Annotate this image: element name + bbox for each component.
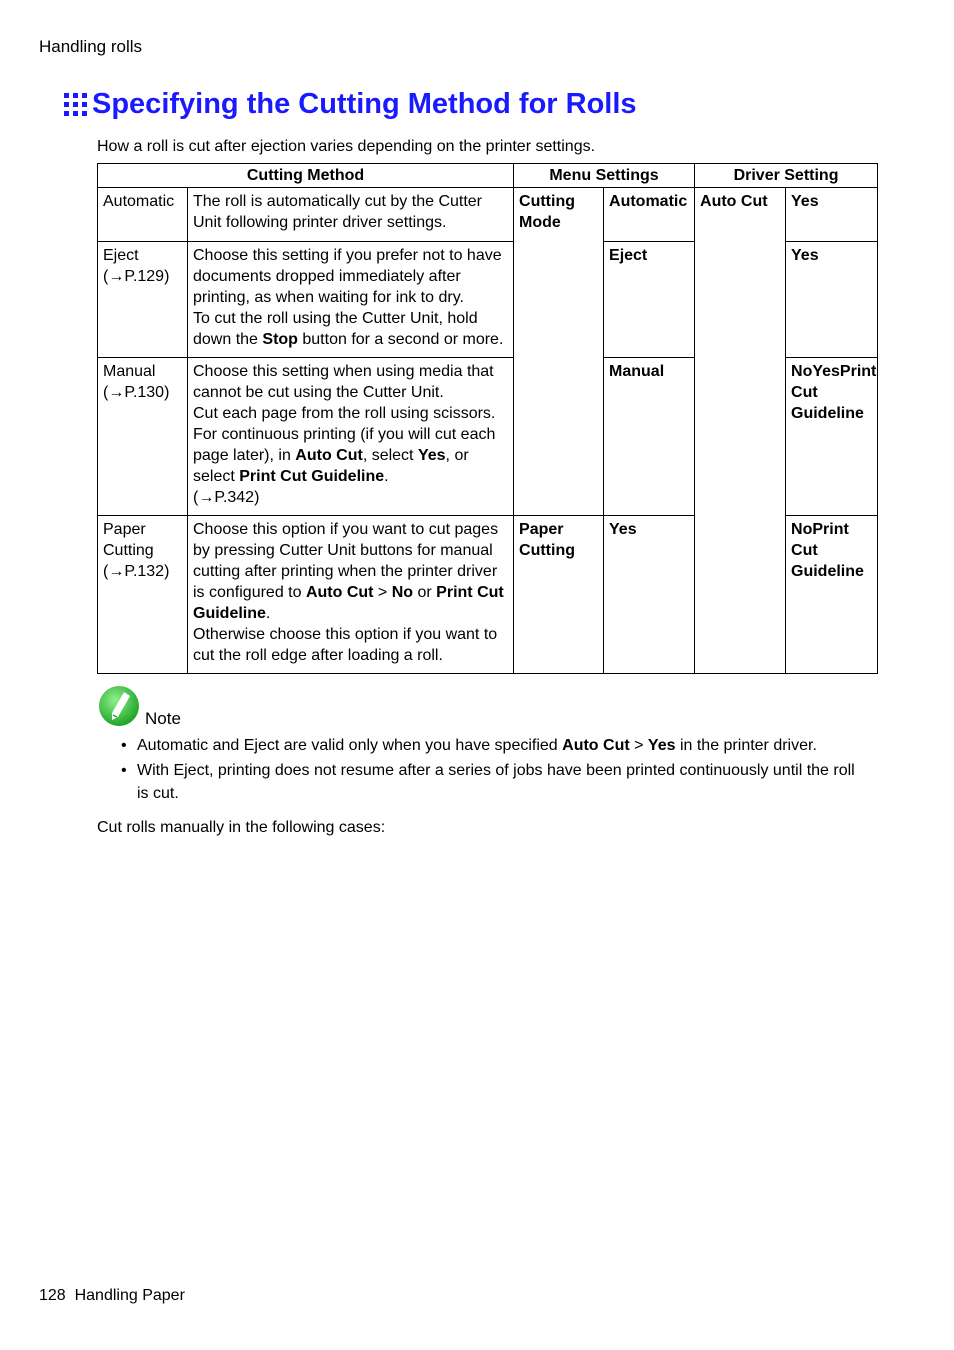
description-text: Otherwise choose this option if you want to cut the roll edge after loading a roll.	[193, 626, 498, 664]
description-text: Choose this setting when using media that cannot be cut using the Cutter Unit.	[193, 363, 494, 401]
description-cell	[188, 242, 514, 358]
description-cell	[188, 358, 514, 516]
driver-value-text: NoYesPrint	[791, 363, 877, 380]
print-cut-guideline-label: Print Cut Guideline	[193, 584, 504, 622]
auto-cut-label: Auto Cut	[305, 584, 374, 601]
method-cell	[98, 516, 188, 674]
method-label: Eject	[103, 247, 139, 264]
description-text: To cut the roll using the Cutter Unit, hold down the	[193, 310, 478, 348]
driver-value-cell: Yes	[786, 242, 878, 358]
header-driver-setting: Driver Setting	[695, 164, 878, 188]
method-cell	[98, 242, 188, 358]
page-reference-link[interactable]: (→P.342)	[193, 489, 260, 506]
list-item	[97, 734, 857, 757]
page-number: 128	[39, 1287, 66, 1304]
yes-label: Yes	[647, 737, 676, 754]
print-cut-guideline-label: Print Cut Guideline	[239, 468, 385, 485]
no-label: No	[391, 584, 414, 601]
bullet: •	[121, 762, 127, 779]
driver-value-text: Cut	[791, 542, 818, 559]
method-label: Cutting	[103, 542, 154, 559]
description-text: .	[265, 605, 271, 622]
description-text: or	[413, 584, 437, 601]
menu-value-cell: Manual	[604, 358, 695, 516]
driver-value-cell	[786, 358, 878, 516]
driver-value-text: Guideline	[791, 563, 864, 580]
menu-value-cell: Eject	[604, 242, 695, 358]
page-reference-link[interactable]: (→P.130)	[103, 384, 170, 401]
auto-cut-cell: Auto Cut	[695, 188, 786, 674]
after-text: Cut rolls manually in the following cases:	[97, 819, 386, 836]
bullet: •	[121, 737, 127, 754]
driver-value-text: NoPrint	[791, 521, 849, 538]
note-header	[97, 684, 857, 728]
auto-cut-label: Auto Cut	[562, 737, 630, 754]
table-header-row	[98, 164, 878, 188]
description-cell	[188, 516, 514, 674]
menu-value-cell: Automatic	[604, 188, 695, 242]
note-text: With Eject, printing does not resume after a series of jobs have been printed continuously until the roll is cut.	[137, 762, 855, 802]
note-label: Note	[145, 709, 181, 728]
note-text: Automatic and Eject are valid only when you have specified	[137, 737, 563, 754]
description-text: .	[384, 468, 389, 485]
page-reference-link[interactable]: (→P.129)	[103, 268, 170, 285]
stop-button-label: Stop	[262, 331, 298, 348]
driver-value-text: Guideline	[791, 405, 864, 422]
page-title: Specifying the Cutting Method for Rolls	[92, 88, 637, 120]
method-cell	[98, 358, 188, 516]
running-header: Handling rolls	[39, 37, 142, 56]
description-text: button for a second or more.	[297, 331, 504, 348]
footer-section: Handling Paper	[74, 1287, 185, 1304]
title-row	[64, 88, 637, 121]
description-text: >	[373, 584, 392, 601]
method-label: Paper	[103, 521, 146, 538]
paper-cutting-mode-cell: Paper Cutting	[514, 516, 604, 674]
grid-icon	[64, 93, 87, 116]
intro-text: How a roll is cut after ejection varies depending on the printer settings.	[97, 138, 596, 155]
description-text: , select	[362, 447, 418, 464]
note-list	[97, 734, 857, 805]
driver-value-cell	[786, 516, 878, 674]
description-text: Choose this option if you want to cut pages by pressing Cutter Unit buttons for manual cutting after printing when the printer driver is configured to	[193, 521, 499, 601]
table-row	[98, 188, 878, 242]
yes-label: Yes	[417, 447, 446, 464]
description-text: Cut each page from the roll using scissors.	[193, 405, 496, 422]
header-menu-settings: Menu Settings	[514, 164, 695, 188]
description-text: Choose this setting if you prefer not to have documents dropped immediately after printing, as when waiting for ink to dry.	[193, 247, 502, 306]
driver-value-cell: Yes	[786, 188, 878, 242]
method-label: Manual	[103, 363, 156, 380]
note-text: in the printer driver.	[675, 737, 817, 754]
description-cell: The roll is automatically cut by the Cutter Unit following printer driver settings.	[188, 188, 514, 242]
note-text: >	[629, 737, 648, 754]
note-block	[97, 684, 857, 807]
cutting-mode-cell: Cutting Mode	[514, 188, 604, 516]
description-text: For continuous printing (if you will cut each page later), in	[193, 426, 496, 464]
driver-value-text: Cut	[791, 384, 818, 401]
header-cutting-method: Cutting Method	[98, 164, 514, 188]
page-footer	[39, 1287, 185, 1305]
menu-value-cell: Yes	[604, 516, 695, 674]
auto-cut-label: Auto Cut	[295, 447, 363, 464]
cutting-method-table	[97, 163, 878, 674]
pencil-note-icon	[97, 684, 141, 728]
method-cell: Automatic	[98, 188, 188, 242]
description-text: , or select	[193, 447, 469, 485]
page-reference-link[interactable]: (→P.132)	[103, 563, 170, 580]
list-item	[97, 759, 857, 805]
